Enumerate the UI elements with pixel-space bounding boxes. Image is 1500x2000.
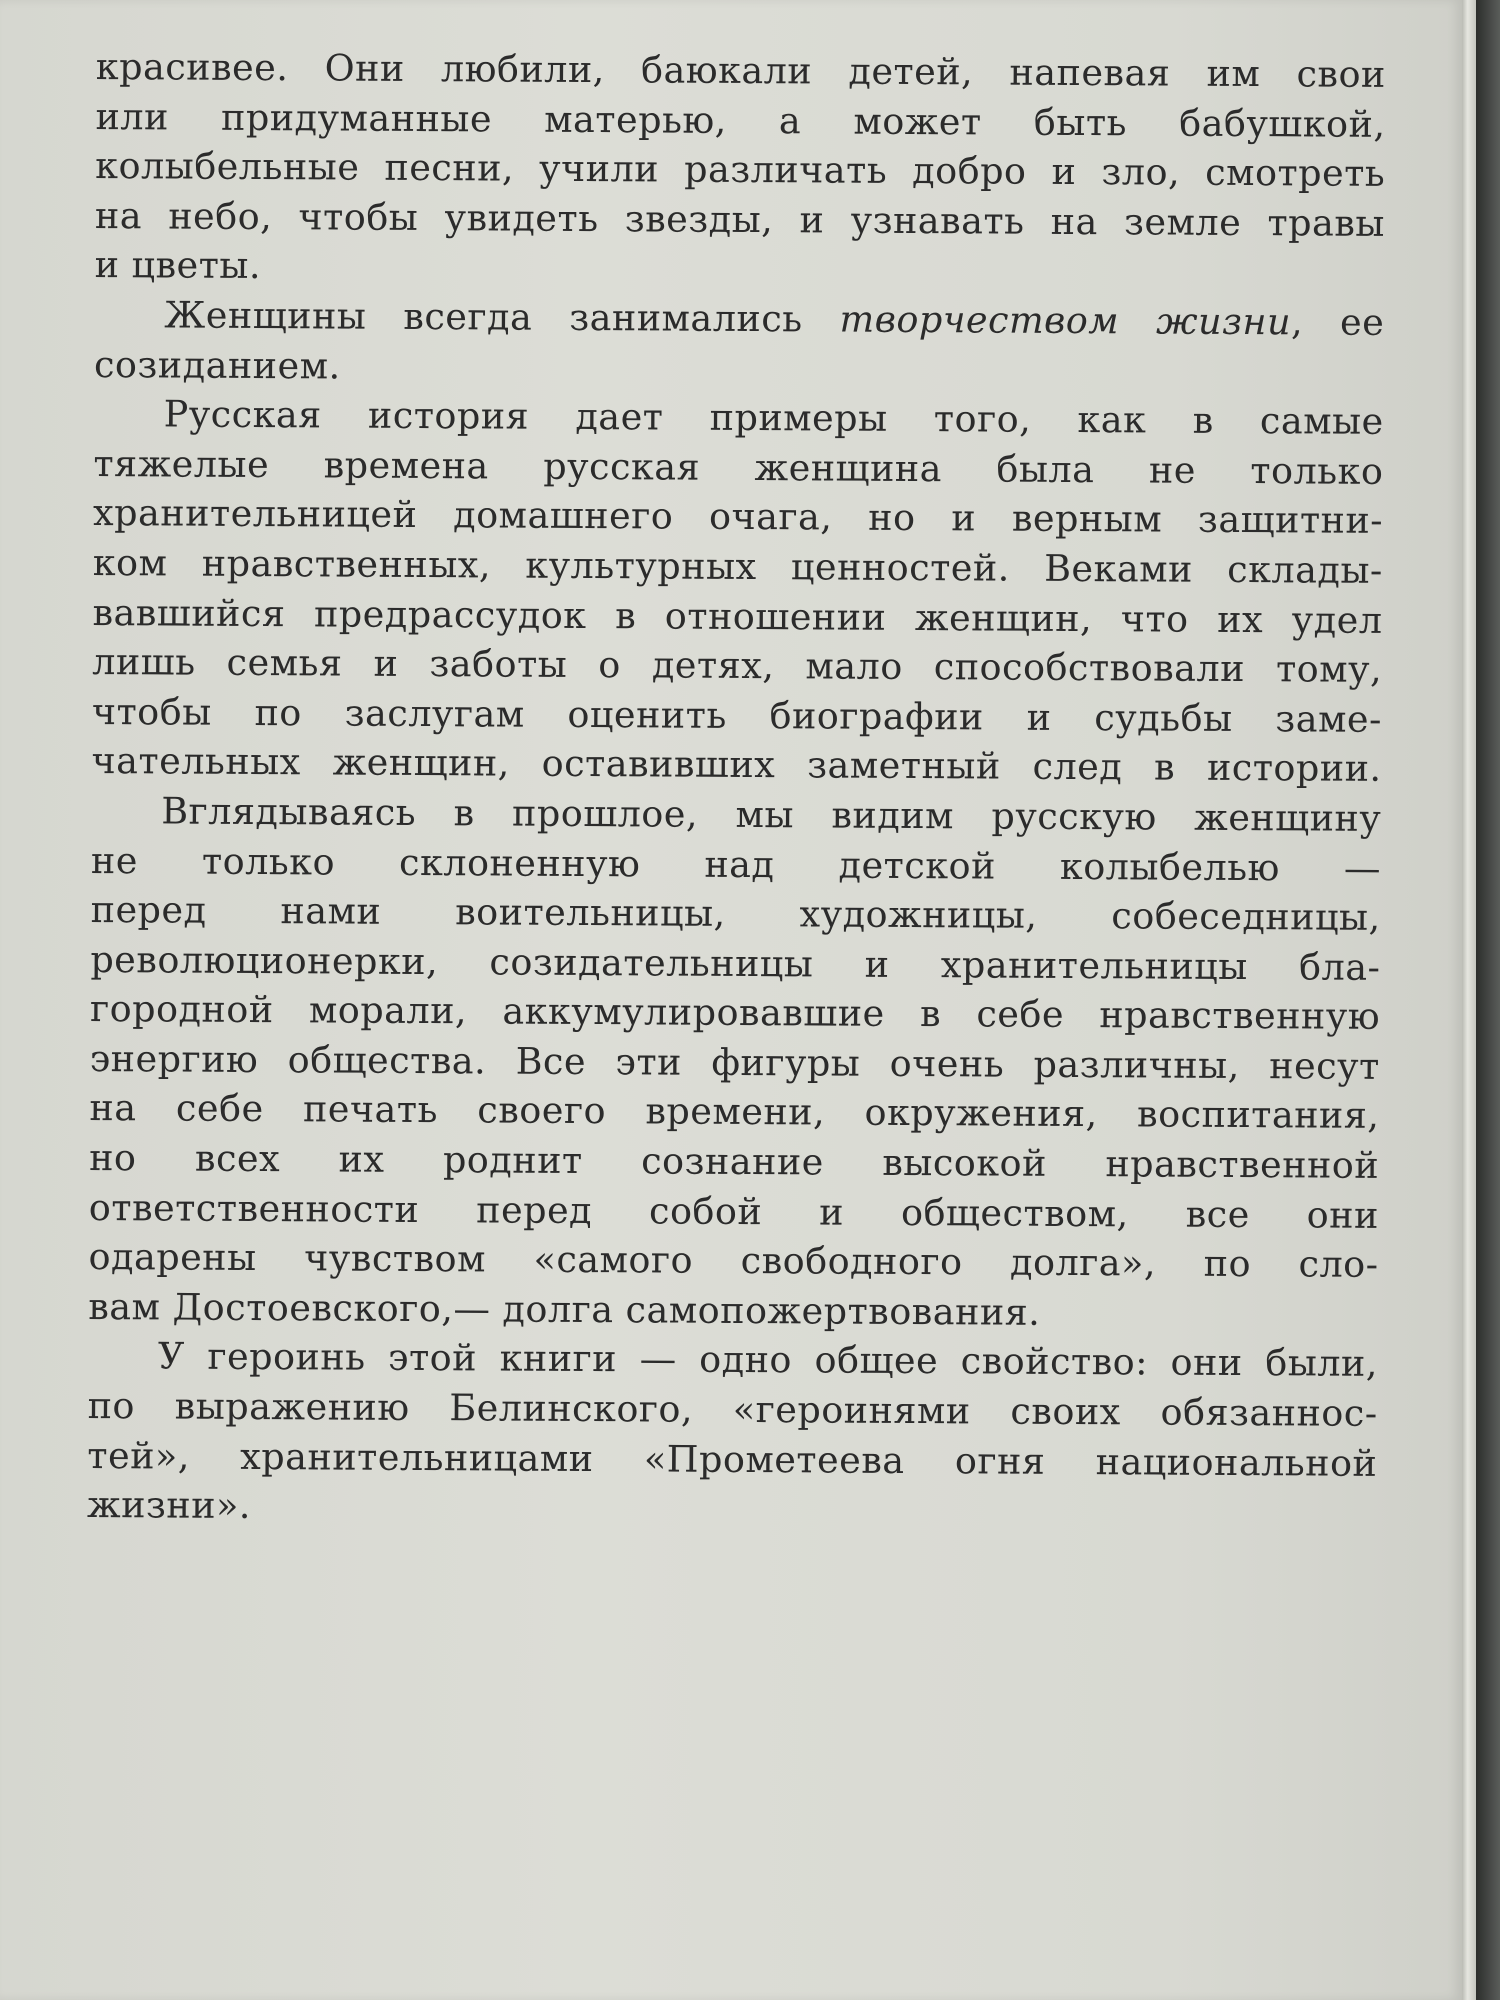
paragraph-5	[87, 1331, 1378, 1537]
text-line: Вглядываясь в прошлое, мы видим русскую женщину	[161, 789, 1382, 840]
text-line: вавшийся предрассудок в отношении женщин, что их удел	[92, 590, 1383, 642]
paragraph-4	[88, 786, 1381, 1339]
text-line: городной морали, аккумулировавшие в себе нравственную	[89, 987, 1381, 1039]
text-line	[94, 290, 1384, 347]
text-line: жизни».	[86, 1483, 252, 1528]
text-line: на себе печать своего времени, окружения, воспитания,	[89, 1086, 1380, 1138]
text-segment: , ее	[1290, 300, 1385, 344]
page-edge	[1462, 0, 1476, 2000]
text-line: одарены чувством «самого свободного долга», по сло-	[88, 1235, 1379, 1287]
body-text	[87, 42, 1386, 1538]
text-line: лишь семья и заботы о детях, мало способствовали тому,	[92, 640, 1383, 691]
text-line: не только склоненную над детской колыбелью —	[90, 838, 1382, 890]
text-line: перед нами воительницы, художницы, собеседницы,	[90, 888, 1381, 939]
text-line: созиданием.	[93, 342, 341, 388]
text-line: ответственности перед собой и обществом, все они	[88, 1185, 1379, 1237]
text-line: по выражению Белинского, «героинями своих обязаннос-	[87, 1384, 1378, 1435]
text-segment: Женщины всегда занимались	[164, 293, 840, 341]
text-line: тяжелые времена русская женщина была не только	[93, 441, 1384, 493]
text-line: вам Достоевского,— долга самопожертвования.	[88, 1284, 1041, 1334]
paragraph-3	[91, 389, 1383, 794]
text-line: чтобы по заслугам оценить биографии и судьбы заме-	[91, 689, 1383, 741]
text-line: энергию общества. Все эти фигуры очень различны, несут	[89, 1036, 1380, 1088]
text-line: тей», хранительницами «Прометеева огня национальной	[87, 1433, 1378, 1485]
text-line: или придуманные матерью, а может быть бабушкой,	[95, 94, 1386, 146]
paragraph-1	[94, 42, 1385, 298]
text-line: и цветы.	[94, 243, 262, 288]
text-line: ком нравственных, культурных ценностей. Веками склады-	[92, 540, 1383, 592]
text-line: колыбельные песни, учили различать добро и зло, смотреть	[95, 144, 1386, 196]
text-line: чательных женщин, оставивших заметный след в истории.	[91, 739, 1382, 791]
text-line: революционерки, созидательницы и хранительницы бла-	[90, 937, 1381, 989]
text-line: на небо, чтобы увидеть звезды, и узнавать на земле травы	[94, 193, 1386, 245]
text-line: Русская история дает примеры того, как в самые	[163, 392, 1384, 444]
page-shadow	[1476, 0, 1500, 2000]
text-line: хранительницей домашнего очага, но и верным защитни-	[92, 491, 1384, 543]
italic-emphasis: творчеством жизни	[839, 297, 1292, 344]
text-line: но всех их роднит сознание высокой нравственной	[89, 1136, 1380, 1187]
text-line: У героинь этой книги — одно общее свойство: они были,	[157, 1334, 1379, 1386]
text-line: красивее. Они любили, баюкали детей, напевая им свои	[95, 44, 1386, 96]
paragraph-2	[94, 290, 1385, 397]
